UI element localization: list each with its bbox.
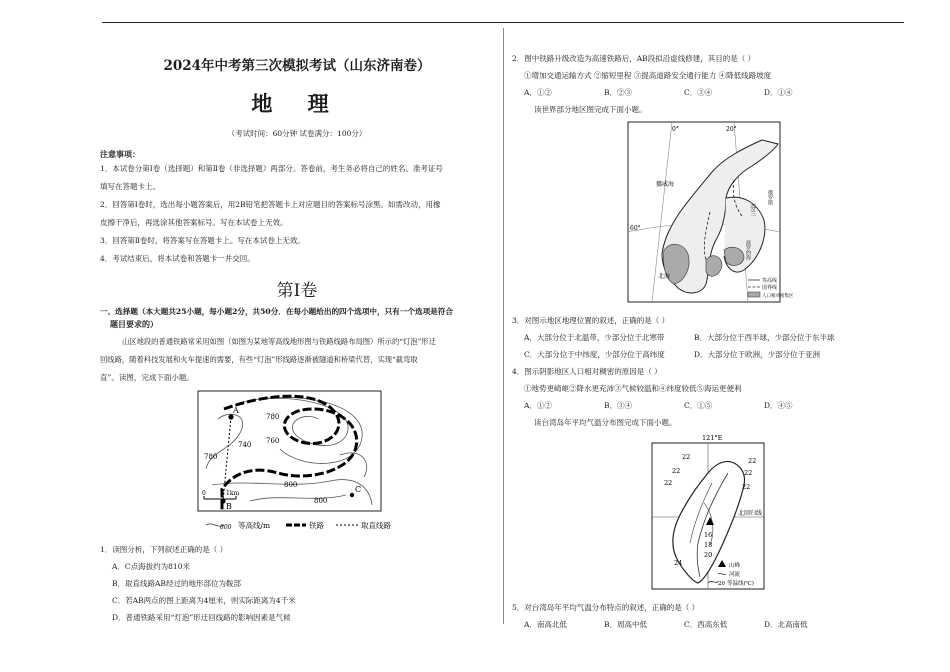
country-russia-label: 俄罗斯 <box>767 190 773 205</box>
legend-straight: 取直线路 <box>361 521 391 530</box>
contour-label: 780 <box>204 453 218 461</box>
mountain-icon <box>718 560 726 567</box>
exam-info: （考试时间：60分钟 试卷满分：100分） <box>227 129 367 138</box>
answer-option[interactable]: C．大部分位于中纬度，少部分位于高纬度 <box>524 350 665 359</box>
answer-option[interactable]: C．西高东低 <box>684 620 728 629</box>
sea-norway-label: 挪威海 <box>656 181 675 188</box>
question-1 <box>100 541 494 626</box>
tropic-label: 北回归线 <box>738 510 763 517</box>
isotherm-label: 18 <box>704 541 713 549</box>
question-stem: 2．图中铁路升级改造为高速铁路后，AB段拟沿虚线修建，其目的是（ ） <box>512 54 756 63</box>
notice-line: 填写在答题卡上。 <box>100 182 160 191</box>
contour-label: 740 <box>238 441 252 449</box>
intro-line: 直”。读图，完成下面小题。 <box>100 373 194 382</box>
legend-iso: 等温线(℃) <box>727 581 754 587</box>
notice-line: 2．回答第Ⅰ卷时，选出每小题答案后，用2B铅笔把答题卡上对应题目的答案标号涂黑。如需改动，用橡 <box>100 200 441 209</box>
answer-options <box>512 84 897 101</box>
isotherm-label: 22 <box>682 453 691 461</box>
answer-options <box>512 329 897 346</box>
right-column <box>512 50 897 633</box>
section-heading-line: 一、选择题（本大题共25小题，每小题2分，共50分．在每小题给出的四个选项中，只有一个选项是符合 <box>100 307 453 316</box>
question-stem: 1．读图分析，下列叙述正确的是（ ） <box>100 545 228 554</box>
legend-contour: 等高线/m <box>238 521 271 530</box>
point-label-a: A <box>233 406 239 415</box>
column-divider <box>503 28 504 624</box>
volume-title: 第Ⅰ卷 <box>276 281 318 301</box>
answer-option[interactable]: D．④⑤ <box>764 401 793 410</box>
longitude-label: 121°E <box>702 434 723 442</box>
scale-zero: 0 <box>202 490 206 497</box>
answer-options <box>512 346 897 363</box>
isotherm-label: 24 <box>674 559 683 567</box>
question-5 <box>512 599 897 633</box>
section-intro <box>100 333 494 387</box>
header-rule <box>102 22 904 23</box>
lon-0-label: 0° <box>672 126 679 133</box>
isotherm-label: 20 <box>704 551 713 559</box>
notice-line: 1．本试卷分第Ⅰ卷（选择题）和第Ⅱ卷（非选择题）两部分。答卷前，考生务必将自己的姓名、准考证号 <box>100 164 443 173</box>
legend-rail: 铁路 <box>309 521 324 530</box>
question-stem: 3．对图示地区地理位置的叙述，正确的是（ ） <box>512 316 670 325</box>
lat-60-label: 60° <box>630 225 641 232</box>
answer-option[interactable]: A．①② <box>524 401 552 410</box>
question-stem: 5．对台湾岛年平均气温分布特点的叙述，正确的是（ ） <box>512 603 700 612</box>
answer-option[interactable]: C．③④ <box>684 88 713 97</box>
country-finland-label: 芬兰 <box>748 204 756 216</box>
isotherm-label: 16 <box>704 531 713 539</box>
sea-north-label: 北海 <box>658 273 671 280</box>
notice-line: 4．考试结束后，将本试卷和答题卡一并交回。 <box>100 254 255 263</box>
answer-options <box>512 616 897 633</box>
notice-list <box>100 160 494 268</box>
answer-option[interactable]: D．大部分位于欧洲，少部分位于亚洲 <box>694 350 821 359</box>
notice-line: 皮擦干净后，再选涂其他答案标号。写在本试卷上无效。 <box>100 218 288 227</box>
legend-contour-value: 800 <box>220 524 232 531</box>
answer-option[interactable]: B．③④ <box>604 401 633 410</box>
legend-iso-value: 20 <box>718 581 725 587</box>
answer-option[interactable]: A．大部分位于北温带，少部分位于北寒带 <box>524 333 665 342</box>
notice-line: 3．回答第Ⅱ卷时，将答案写在答题卡上。写在本试卷上无效。 <box>100 236 305 245</box>
notice-heading: 注意事项： <box>100 149 140 159</box>
answer-option[interactable]: C．若AB两点的图上距离为4厘米，则实际距离为4千米 <box>112 596 296 605</box>
isotherm-label: 22 <box>744 469 753 477</box>
answer-option[interactable]: B．周高中低 <box>604 620 648 629</box>
taiwan-temperature-map <box>512 433 897 593</box>
scale-km: 1km <box>226 490 240 497</box>
contour-label: 760 <box>266 437 280 445</box>
contour-label: 780 <box>266 413 280 421</box>
answer-option[interactable]: C．①⑤ <box>684 401 713 410</box>
question-sub-items: ①地势更崎岖②降水更充沛③气候较温和④纬度较低⑤海运更便利 <box>524 384 742 393</box>
question-3 <box>512 312 897 363</box>
answer-option[interactable]: B．大部分位于西半球，少部分位于东半球 <box>694 333 835 342</box>
lon-20-label: 20° <box>726 126 737 133</box>
answer-options <box>512 397 897 414</box>
answer-option[interactable]: B．②③ <box>604 88 633 97</box>
legend-dense: 人口相对密集区 <box>762 294 794 299</box>
isotherm-label: 22 <box>672 467 681 475</box>
answer-option[interactable]: D．北高南低 <box>764 620 808 629</box>
subject-title: 地 理 <box>251 91 343 116</box>
section-heading <box>100 305 494 331</box>
scandinavia-map <box>512 120 897 310</box>
answer-option[interactable]: B．取直线路AB经过的地形部位为鞍部 <box>112 579 241 588</box>
section-heading-line: 题目要求的） <box>110 319 158 329</box>
intro-line: 回线路，随着科技发展和火车提速的需要，有些“灯泡”形线路逐渐被隧道和桥梁代替，实现“截弯取 <box>100 355 418 364</box>
isotherm-label: 22 <box>664 479 673 487</box>
legend-river: 河流 <box>729 572 741 578</box>
isotherm-label: 22 <box>748 457 757 465</box>
legend-mountain: 山峰 <box>729 563 741 569</box>
point-label-b: B <box>226 502 232 511</box>
question-stem: 4．图示阴影地区人口相对稠密的原因是（ ） <box>512 367 662 376</box>
lead-text: 读台湾岛年平均气温分布图完成下面小题。 <box>534 418 677 427</box>
contour-label: 800 <box>284 481 298 489</box>
question-4 <box>512 363 897 414</box>
point-label-c: C <box>355 485 362 494</box>
left-column <box>100 50 494 626</box>
legend-contour: 等高线 <box>762 278 778 284</box>
question-sub-items: ①增加交通运输方式 ②缩短里程 ③提高道路安全通行能力 ④降低线路坡度 <box>524 71 772 80</box>
contour-label: 800 <box>314 497 328 505</box>
lead-text: 读世界部分地区图完成下面小题。 <box>534 105 647 114</box>
question-2 <box>512 50 897 101</box>
legend-border: 国界线 <box>762 285 778 291</box>
exam-title: 2024年中考第三次模拟考试（山东济南卷） <box>163 58 431 74</box>
answer-option[interactable]: D．普通铁路采用“灯泡”形迂回线路的影响因素是气候 <box>112 613 291 622</box>
intro-line: 山区地段的普通铁路常采用如图（如图为某地等高线地形图与铁路线路布局图）所示的“灯泡”形迂 <box>122 337 436 346</box>
sea-baltic-label: 波罗的海 <box>745 240 751 260</box>
answer-option[interactable]: D．①④ <box>764 88 793 97</box>
answer-option[interactable]: A．①② <box>524 88 552 97</box>
isotherm-label: 22 <box>742 483 751 491</box>
contour-railway-map <box>100 389 494 537</box>
answer-option[interactable]: A．南高北低 <box>524 620 567 629</box>
answer-option[interactable]: A．C点海拔约为810米 <box>112 562 190 571</box>
